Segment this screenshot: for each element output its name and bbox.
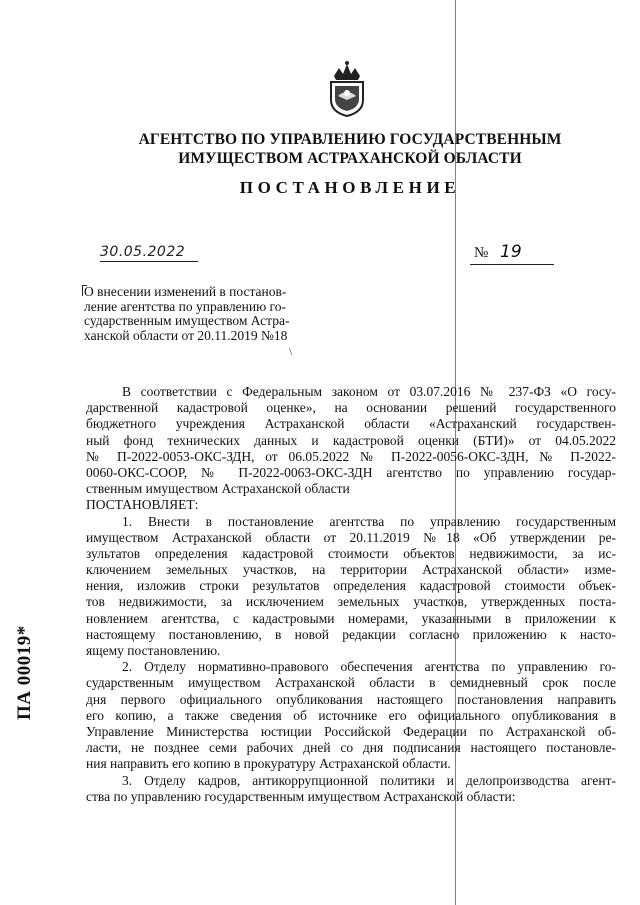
body-text-line: нения, изложив строки результатов определения кадастровой стоимости объек- xyxy=(86,578,616,594)
body-text-line: ящему постановлению. xyxy=(86,643,221,658)
document-subject xyxy=(84,285,324,344)
body-text-line: ключением земельных участков, на территории Астраханской области» изме- xyxy=(86,562,616,578)
body-text-line: № П-2022-0053-ОКС-ЗДН, от 06.05.2022 № П-2022-0056-ОКС-ЗДН, № П-2022- xyxy=(86,448,616,464)
agency-name xyxy=(60,130,640,168)
body-text-line: 1. Внести в постановление агентства по управлению государственным xyxy=(122,513,616,529)
body-text-line: ственным имуществом Астраханской области xyxy=(86,481,350,497)
body-text-line: зультатов определения кадастровой стоимости объектов недвижимости, за ис- xyxy=(86,545,616,561)
body-text-line: тов недвижимости, за исключением земельных участков, утвержденных поста- xyxy=(86,594,616,610)
body-text-line: дарственной кадастровой оценке», на основании решений государственного xyxy=(86,400,616,416)
body-text-line: В соответствии с Федеральным законом от 03.07.2016 № 237-ФЗ «О госу- xyxy=(122,384,616,399)
registration-margin-mark: ПА 00019* xyxy=(14,625,35,720)
body-text-line: дня первого официального опубликования настоящего постановления направить xyxy=(86,691,616,707)
subject-line: О внесении изменений в постанов- xyxy=(84,284,287,299)
body-text-line: 0060-ОКС-СООР, № П-2022-0063-ОКС-ЗДН агентство по управлению государ- xyxy=(86,464,616,480)
astrakhan-coat-of-arms-icon xyxy=(326,58,368,118)
body-text-line: его копию, а также сведения об источнике его официального опубликования в xyxy=(86,707,616,723)
body-text-line: ния направить его копию в прокуратуру Астраханской области. xyxy=(86,756,451,772)
agency-name-line-2: ИМУЩЕСТВОМ АСТРАХАНСКОЙ ОБЛАСТИ xyxy=(178,150,522,167)
body-text-line: ный фонд технических данных и кадастровой оценки (БТИ)» от 04.05.2022 xyxy=(86,432,616,448)
document-number: 19 xyxy=(500,242,522,262)
document-date: 30.05.2022 xyxy=(100,244,198,262)
body-text-line: сударственным имуществом Астраханской области в семидневный срок после xyxy=(86,675,616,691)
document-type-title: ПОСТАНОВЛЕНИЕ xyxy=(239,178,461,197)
body-text-line: ства по управлению государственным имуществом Астраханской области: xyxy=(86,788,516,804)
body-text-line: имуществом Астраханской области от 20.11.2019 №18 «Об утверждении ре- xyxy=(86,529,616,545)
number-sign-label: № xyxy=(474,245,489,261)
body-text-line: настоящему постановлению, в новой редакции согласно приложению к насто- xyxy=(86,626,616,642)
body-text-line: новлением агентства, с кадастровыми номерами, указанными в приложении к xyxy=(86,610,616,626)
subject-line: ханской области от 20.11.2019 №18 xyxy=(84,328,288,344)
body-text-line: бюджетного учреждения Астраханской области «Астраханский государствен- xyxy=(86,416,616,432)
body-text-line: 2. Отделу нормативно-правового обеспечения агентства по управлению го- xyxy=(122,659,616,675)
agency-name-line-1: АГЕНТСТВО ПО УПРАВЛЕНИЮ ГОСУДАРСТВЕННЫМ xyxy=(138,131,562,148)
body-text-line: ПОСТАНОВЛЯЕТ: xyxy=(86,497,199,513)
body-text-line: Управление Министерства юстиции Российской Федерации по Астраханской об- xyxy=(86,723,616,739)
document-body xyxy=(86,384,616,805)
pen-mark: \ xyxy=(289,346,293,358)
subject-line: ление агентства по управлению го- xyxy=(84,298,286,314)
body-text-line: 3. Отделу кадров, антикоррупционной политики и делопроизводства агент- xyxy=(122,772,616,788)
subject-line: сударственным имуществом Астра- xyxy=(84,313,290,329)
document-number-field xyxy=(470,243,554,265)
body-text-line: ласти, не позднее семи рабочих дней со дня подписания настоящего постановле- xyxy=(86,740,616,756)
